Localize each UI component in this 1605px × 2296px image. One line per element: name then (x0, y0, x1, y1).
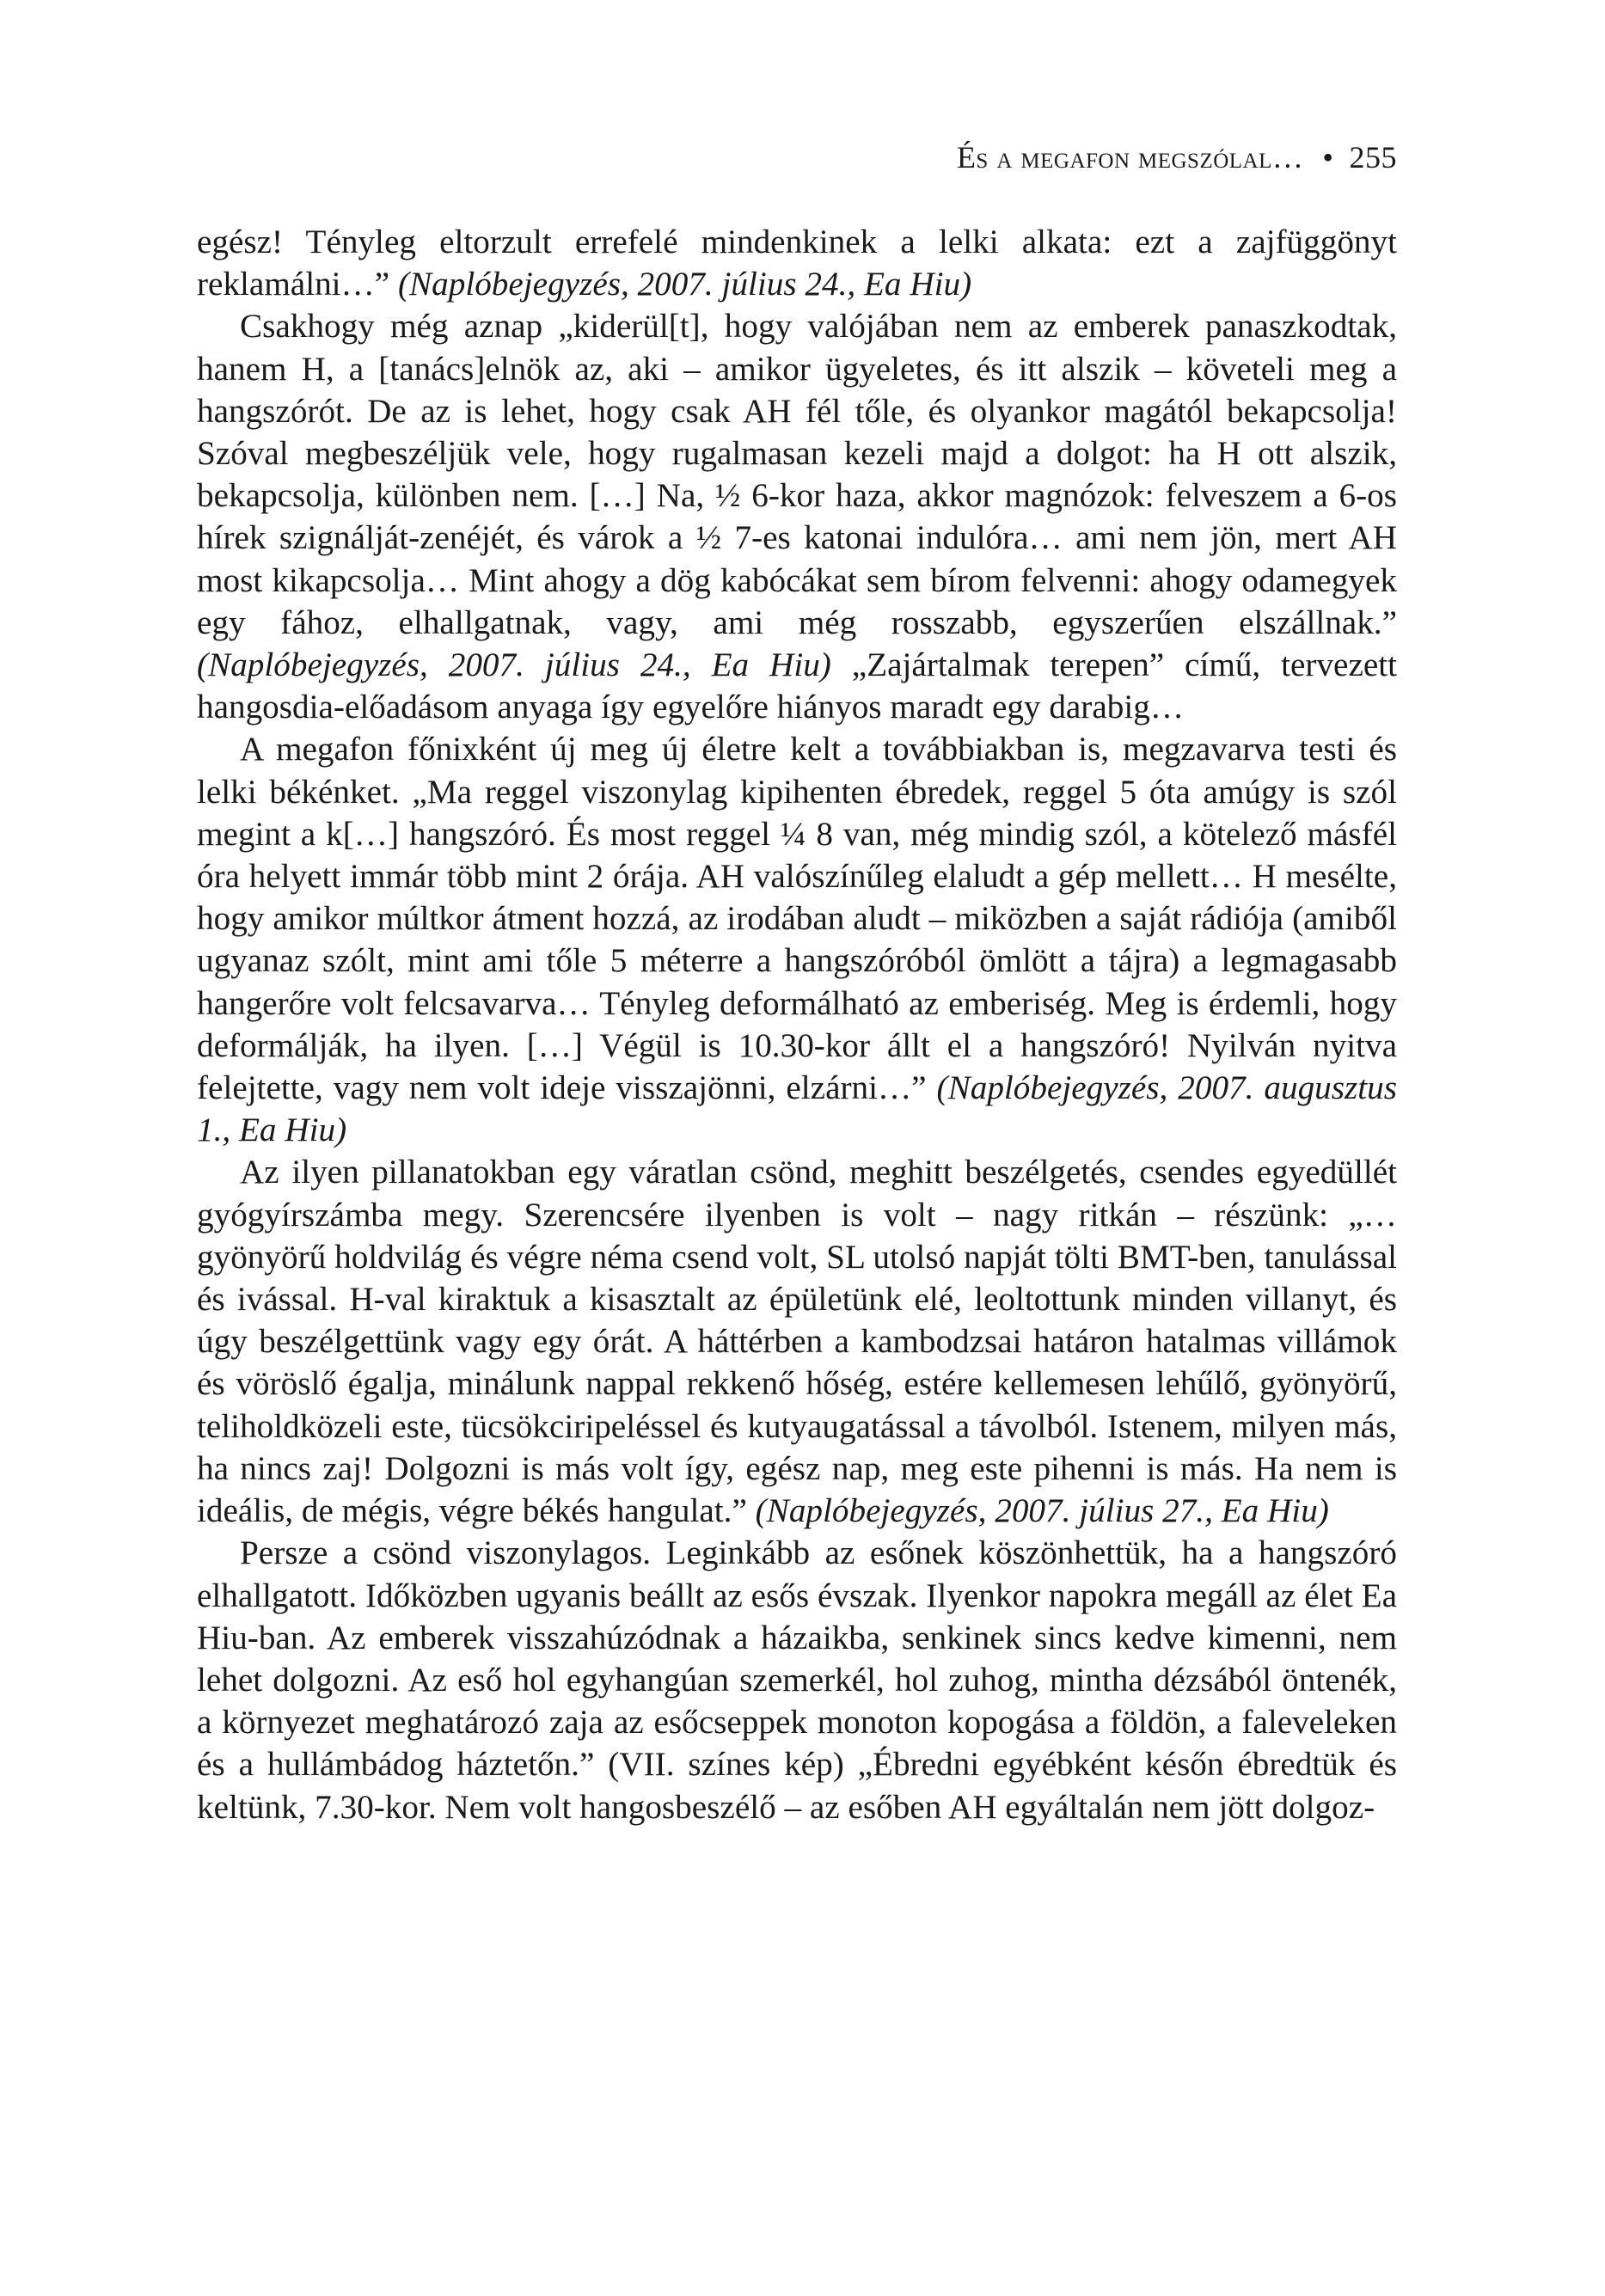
paragraph (197, 1151, 1397, 1532)
citation: (Naplóbejegyzés, 2007. július 27., Ea Hiu) (755, 1492, 1329, 1530)
citation: (Naplóbejegyzés, 2007. július 24., Ea Hiu) (397, 266, 972, 303)
bullet-separator: • (1322, 140, 1334, 174)
body-text (197, 221, 1397, 1828)
text-segment: Persze a csönd viszonylagos. Leginkább az esőnek köszönhettük, ha a hangszóró elhallgatott. Időközben ugyanis beállt az esős évszak. Ilyenkor napokra megáll az élet Ea Hiu-ban. Az emberek visszahúzódnak a házaikba, senkinek sincs kedve kimenni, nem lehet dolgozni. Az eső hol egyhangúan szemerkél, hol zuhog, mintha dézsából öntenék, a környezet meghatározó zaja az esőcseppek monoton kopogása a földön, a faleveleken és a hullámbádog háztetőn.” (VII. színes kép) „Ébredni egyébként későn ébredtük és keltünk, 7.30-kor. Nem volt hangosbeszélő – az esőben AH egyáltalán nem jött dolgoz- (197, 1534, 1397, 1826)
paragraph (197, 305, 1397, 728)
text-segment: Az ilyen pillanatokban egy váratlan csönd, meghitt beszélgetés, csendes egyedüllét gyógyírszámba megy. Szerencsére ilyenben is volt – nagy ritkán – részünk: „…gyönyörű holdvilág és végre néma csend volt, SL utolsó napját tölti BMT-ben, tanulással és ivással. H-val kiraktuk a kisasztalt az épületünk elé, leoltottunk minden villanyt, és úgy beszélgettünk vagy egy órát. A háttérben a kambodzsai határon hatalmas villámok és vöröslő égalja, minálunk nappal rekkenő hőség, estére kellemesen lehűlő, gyönyörű, teliholdközeli este, tücsökciripeléssel és kutyaugatással a távolból. Istenem, milyen más, ha nincs zaj! Dolgozni is más volt így, egész nap, meg este pihenni is más. Ha nem is ideális, de mégis, végre békés hangulat.” (197, 1154, 1397, 1530)
page-number: 255 (1349, 140, 1397, 174)
paragraph (197, 1532, 1397, 1828)
text-segment: A megafon főnixként új meg új életre kelt a továbbiakban is, megzavarva testi és lelki békénket. „Ma reggel viszonylag kipihenten ébredek, reggel 5 óta amúgy is szól megint a k[…] hangszóró. És most reggel ¼ 8 van, még mindig szól, a kötelező másfél óra helyett immár több mint 2 órája. AH valószínűleg elaludt a gép mellett… H mesélte, hogy amikor múltkor átment hozzá, az irodában aludt – miközben a saját rádiója (amiből ugyanaz szólt, mint ami tőle 5 méterre a hangszóróból ömlött a tájra) a legmagasabb hangerőre volt felcsavarva… Tényleg deformálható az emberiség. Meg is érdemli, hogy deformálják, ha ilyen. […] Végül is 10.30-kor állt el a hangszóró! Nyilván nyitva felejtette, vagy nem volt ideje visszajönni, elzárni…” (197, 731, 1397, 1107)
text-segment: Csakhogy még aznap „kiderül[t], hogy valójában nem az emberek panaszkodtak, hanem H, a [tanács]elnök az, aki – amikor ügyeletes, és itt alszik – követeli meg a hangszórót. De az is lehet, hogy csak AH fél tőle, és olyankor magától bekapcsolja! Szóval megbeszéljük vele, hogy rugalmasan kezeli majd a dolgot: ha H ott alszik, bekapcsolja, különben nem. […] Na, ½ 6-kor haza, akkor magnózok: felveszem a 6-os hírek szignálját-zenéjét, és várok a ½ 7-es katonai indulóra… ami nem jön, mert AH most kikapcsolja… Mint ahogy a dög kabócákat sem bírom felvenni: ahogy odamegyek egy fához, elhallgatnak, vagy, ami még rosszabb, egyszerűen elszállnak.” (197, 308, 1397, 641)
citation: (Naplóbejegyzés, 2007. augusztus 1., Ea Hiu) (197, 1069, 1397, 1149)
running-title: És a megafon megszólal… (956, 140, 1304, 174)
text-segment: egész! Tényleg eltorzult errefelé mindenkinek a lelki alkata: ezt a zajfüggönyt reklamálni…” (197, 223, 1397, 303)
running-header (197, 138, 1397, 177)
citation: (Naplóbejegyzés, 2007. július 24., Ea Hiu) (197, 646, 831, 684)
text-segment: „Zajártalmak terepen” című, tervezett hangosdia-előadásom anyaga így egyelőre hiányos maradt egy darabig… (197, 646, 1398, 726)
paragraph (197, 728, 1397, 1151)
paragraph (197, 221, 1397, 305)
